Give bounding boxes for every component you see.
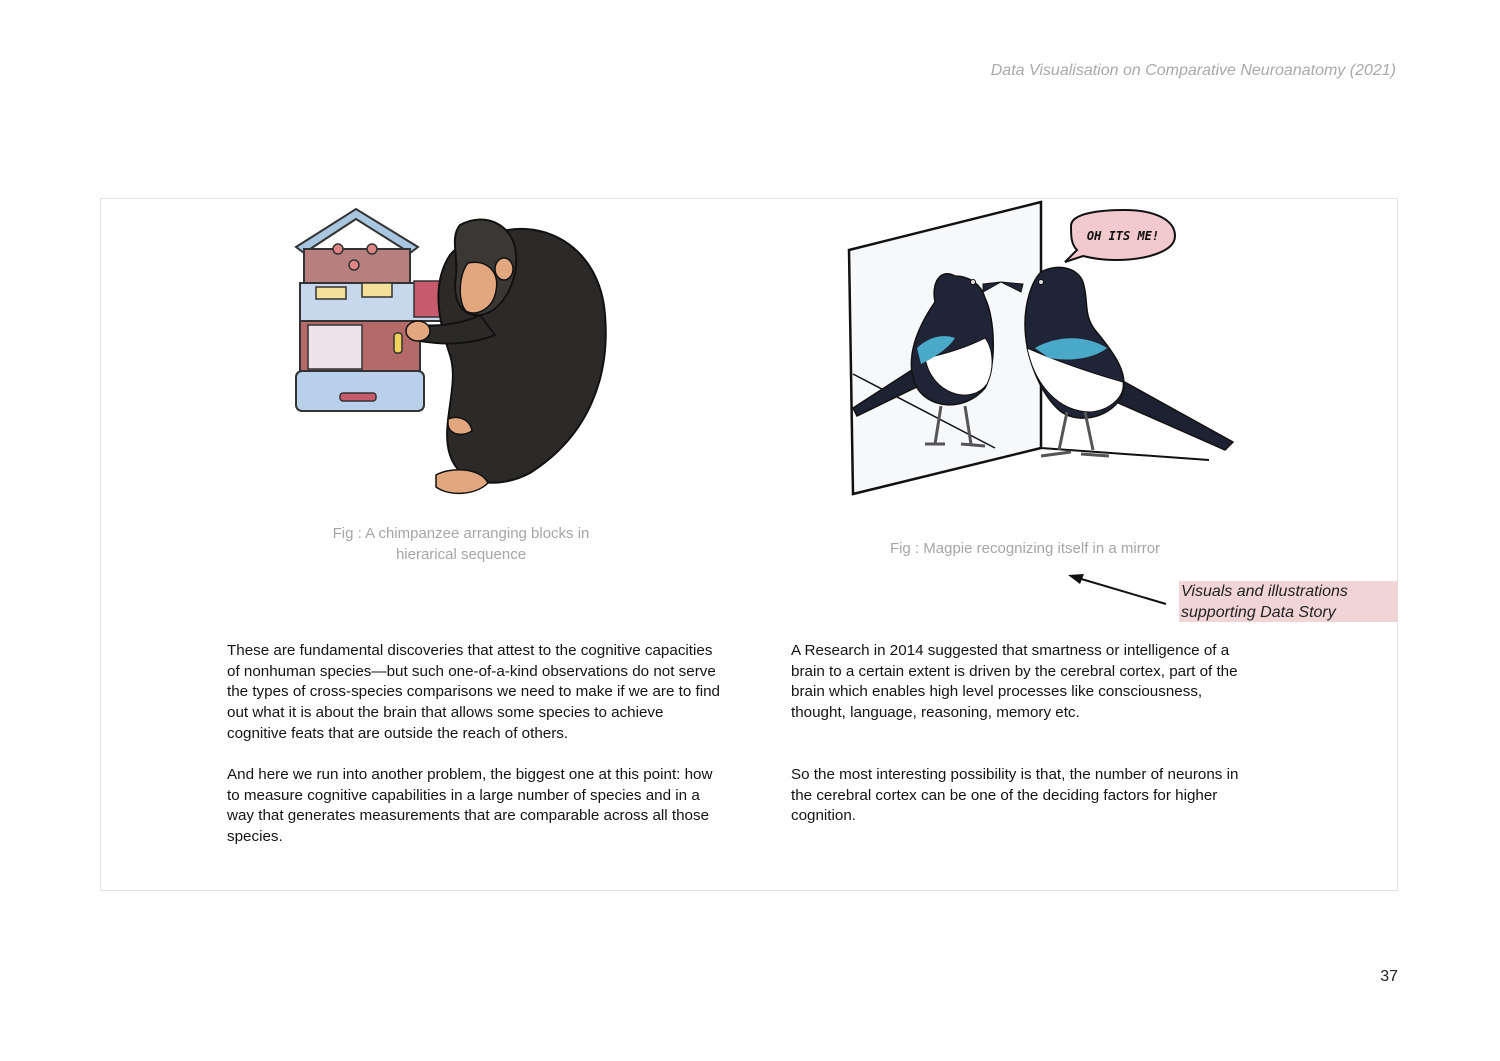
document-title: Data Visualisation on Comparative Neuroanatomy (2021) — [990, 62, 1396, 79]
chimp-hand — [406, 321, 430, 341]
puzzle-box-drawer — [296, 371, 424, 411]
annotation-line: supporting Data Story — [1181, 604, 1336, 621]
text-line: to measure cognitive capabilities in a large number of species and in a — [227, 786, 700, 804]
annotation-note — [1179, 581, 1398, 622]
figure-caption-magpie: Fig : Magpie recognizing itself in a mirror — [889, 540, 1161, 557]
text-line: brain which enables high level processes like consciousness, — [791, 683, 1203, 701]
text-line: thought, language, reasoning, memory etc. — [791, 704, 1080, 722]
body-paragraph — [791, 765, 1238, 827]
caption-line: hierarical sequence — [395, 546, 527, 563]
text-line: out what it is about the brain that allows some species to achieve — [227, 704, 664, 722]
body-paragraph — [227, 765, 712, 848]
drawer-handle — [340, 393, 376, 401]
annotation-line: Visuals and illustrations — [1181, 583, 1348, 600]
puzzle-box-dot — [349, 260, 359, 270]
yellow-block — [316, 287, 346, 299]
text-line: of nonhuman species—but such one-of-a-kind observations do not serve — [227, 662, 716, 680]
text-line: cognitive feats that are outside the reach of others. — [227, 724, 569, 742]
puzzle-box-roof — [296, 209, 418, 253]
chimpanzee-illustration — [290, 205, 620, 505]
yellow-block — [362, 283, 392, 297]
text-line: way that generates measurements that are comparable across all those — [227, 807, 710, 825]
magpie-tail — [1107, 380, 1233, 450]
puzzle-box-dot — [333, 244, 343, 254]
speech-bubble-text: OH ITS ME! — [1086, 229, 1160, 243]
yellow-latch — [394, 333, 402, 353]
magpie-mirror-illustration — [845, 198, 1245, 498]
body-paragraph — [227, 641, 720, 745]
caption-line: Fig : A chimpanzee arranging blocks in — [332, 525, 590, 542]
text-line: cognition. — [791, 807, 857, 825]
annotation-arrow-icon — [1062, 570, 1172, 610]
text-line: species. — [227, 828, 283, 846]
chimp-ear — [495, 258, 513, 280]
text-line: A Research in 2014 suggested that smartness or intelligence of a — [791, 642, 1230, 659]
figure-caption-chimpanzee — [300, 523, 622, 565]
text-line: And here we run into another problem, the biggest one at this point: how — [227, 766, 713, 783]
magpie-eye — [1039, 280, 1044, 285]
text-line: These are fundamental discoveries that attest to the cognitive capacities — [227, 642, 713, 659]
magpie-reflection-eye — [971, 280, 976, 285]
text-line: So the most interesting possibility is that, the number of neurons in — [791, 766, 1239, 783]
text-line: the types of cross-species comparisons we need to make if we are to find — [227, 683, 720, 701]
puzzle-box-dot — [367, 244, 377, 254]
page-number: 37 — [1380, 968, 1398, 985]
body-paragraph — [791, 641, 1238, 724]
patterned-panel — [308, 325, 362, 369]
text-line: the cerebral cortex can be one of the deciding factors for higher — [791, 786, 1218, 804]
text-line: brain to a certain extent is driven by the cerebral cortex, part of the — [791, 662, 1238, 680]
